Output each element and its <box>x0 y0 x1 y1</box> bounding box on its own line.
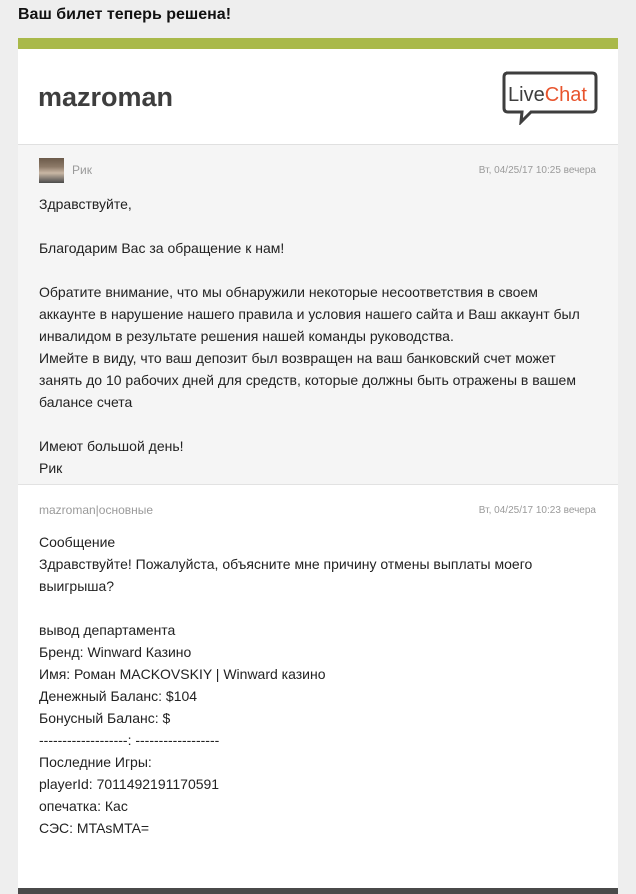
message-line: аккаунте в нарушение нашего правила и условия нашего сайта и Ваш аккаунт был <box>39 306 580 322</box>
page-title: Ваш билет теперь решена! <box>18 6 232 23</box>
avatar <box>39 158 64 183</box>
message-body <box>39 193 599 479</box>
message-line: выигрыша? <box>39 578 115 594</box>
message-line: -------------------: ------------------ <box>39 732 220 748</box>
message-line: занять до 10 рабочих дней для средств, которые должны быть отражены в вашем <box>39 372 576 388</box>
message-date: Вт, 04/25/17 10:23 вечера <box>478 505 596 516</box>
message-line: Имя: Роман MACKOVSKIY | Winward казино <box>39 666 326 682</box>
message-line: Имеют большой день! <box>39 438 184 454</box>
logo-text-live: Live <box>508 84 545 106</box>
message-line: инвалидом в результате решения нашей команды руководства. <box>39 328 454 344</box>
svg-text:LiveChat <box>508 84 587 106</box>
message-line: Обратите внимание, что мы обнаружили некоторые несоответствия в своем <box>39 284 538 300</box>
message-line: playerId: 7011492191170591 <box>39 776 220 792</box>
message-line: СЭС: MTAsMTA= <box>39 820 150 836</box>
message-user <box>18 485 618 885</box>
message-line: Здравствуйте, <box>39 196 132 212</box>
message-author: mazroman|основные <box>39 503 154 517</box>
message-body <box>39 531 599 839</box>
message-line: балансе счета <box>39 394 133 410</box>
message-line: Последние Игры: <box>39 754 152 770</box>
message-line <box>39 413 599 435</box>
message-line: Бонусный Баланс: $ <box>39 710 171 726</box>
message-line: Имейте в виду, что ваш депозит был возвращен на ваш банковский счет может <box>39 350 556 366</box>
ticket-header <box>18 49 618 145</box>
message-line: Бренд: Winward Казино <box>39 644 192 660</box>
message-agent <box>18 145 618 485</box>
brand-name: mazroman <box>38 82 174 112</box>
message-line: Денежный Баланс: $104 <box>39 688 198 704</box>
message-line: Здравствуйте! Пожалуйста, объясните мне причину отмены выплаты моего <box>39 556 533 572</box>
message-line: Сообщение <box>39 534 116 550</box>
footer-bar <box>18 888 618 894</box>
message-line <box>39 215 599 237</box>
message-line: Благодарим Вас за обращение к нам! <box>39 240 285 256</box>
livechat-logo <box>501 70 599 125</box>
message-line <box>39 259 599 281</box>
message-line <box>39 597 599 619</box>
logo-text-chat: Chat <box>544 84 587 106</box>
message-line: Рик <box>39 460 63 476</box>
message-date: Вт, 04/25/17 10:25 вечера <box>478 165 596 176</box>
message-line: вывод департамента <box>39 622 176 638</box>
message-line: опечатка: Кас <box>39 798 128 814</box>
ticket-card <box>18 38 618 894</box>
message-author: Рик <box>72 163 92 177</box>
